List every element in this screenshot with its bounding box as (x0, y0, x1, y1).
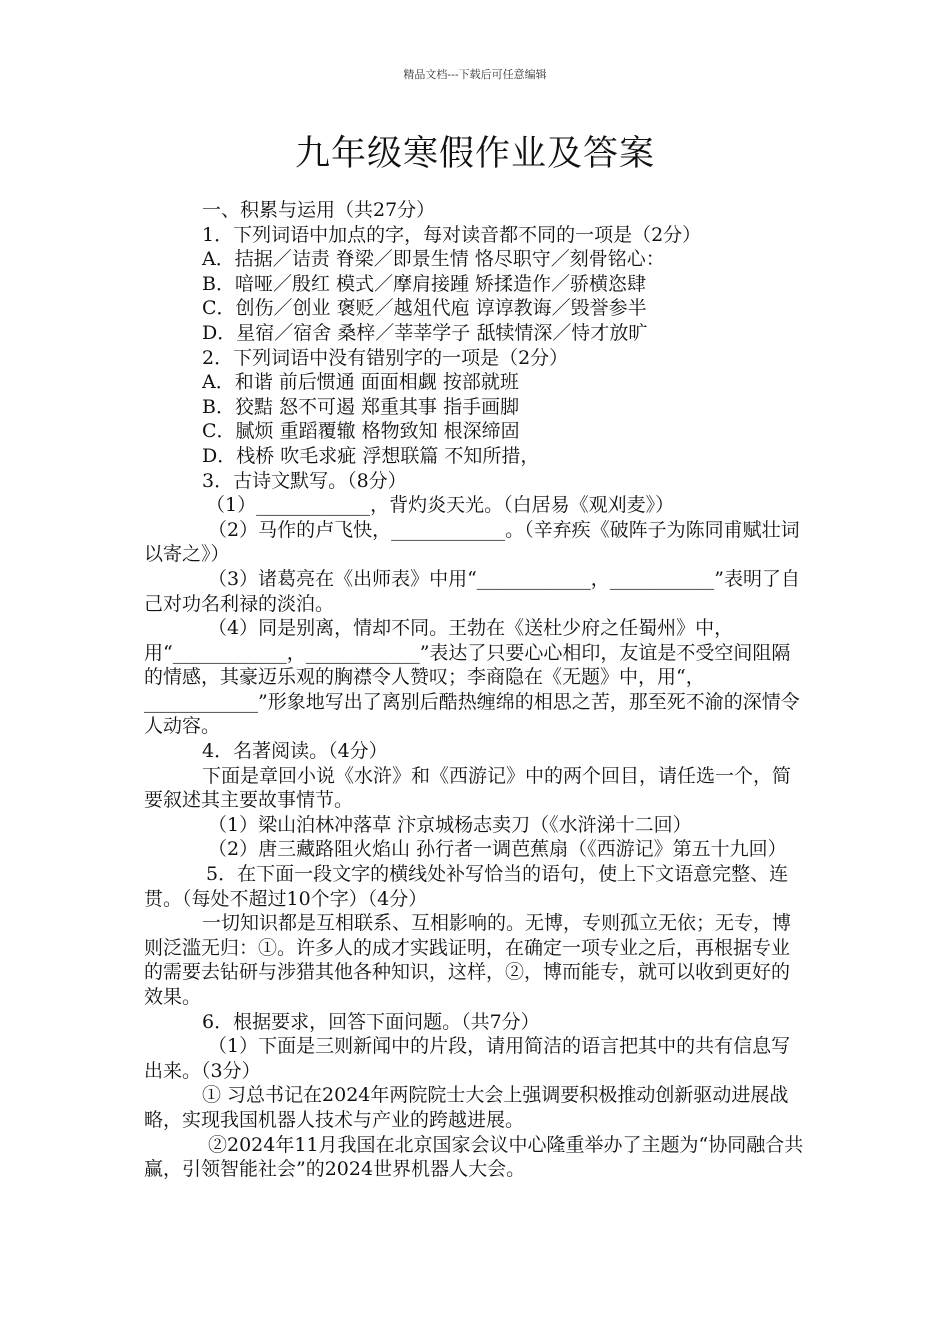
question-5-passage: 一切知识都是互相联系、互相影响的。无博，专则孤立无依；无专，博则泛滥无归：①。许多人的成才实践证明，在确定一项专业之后，再根据专业的需要去钻研与涉猎其他各种知识，这样，②，博而能专，就可以收到更好的效果。 (144, 912, 792, 1008)
news-excerpt-1: ① 习总书记在2024年两院院士大会上强调要积极推动创新驱动进展战略，实现我国机器人技术与产业的跨越进展。 (144, 1084, 789, 1131)
option-a: A．拮据／诘责 脊梁／即景生情 恪尽职守／刻骨铭心： (202, 248, 665, 271)
question-1: 1．下列词语中加点的字，每对读音都不同的一项是（2分） (202, 223, 702, 246)
question-4-item-2: （2）唐三藏路阻火焰山 孙行者一调芭蕉扇（《西游记》第五十九回） (208, 838, 787, 861)
question-4-item-1: （1）梁山泊林冲落草 汴京城杨志卖刀（《水浒涕十二回） (208, 813, 692, 836)
question-4-intro: 下面是章回小说《水浒》和《西游记》中的两个回目，请任选一个，简要叙述其主要故事情节。 (144, 764, 792, 812)
option-a: A．和谐 前后惯通 面面相觑 按部就班 (202, 371, 519, 394)
option-c: C．腻烦 重蹈覆辙 格物致知 根深缔固 (202, 420, 520, 443)
question-3-item-4: （4）同是别离，情却不同。王勃在《送杜少府之任蜀州》中，用“____________，____________”表达了只要心心相印，友谊是不受空间阻隔的情感，其豪迈乐观的胸襟令人赞叹；李商隐在《无题》中，用“，____________”形象地写出了离别后酷热缠绵的相思之苦，那至死不渝的深情令人动容。 (144, 617, 800, 738)
question-6-item-1: （1）下面是三则新闻中的片段，请用简洁的语言把其中的共有信息写出来。（3分） (144, 1035, 791, 1082)
question-6: 6．根据要求，回答下面问题。（共7分） (202, 1010, 540, 1033)
question-4: 4．名著阅读。（4分） (202, 740, 388, 763)
question-3: 3．古诗文默写。（8分） (202, 469, 407, 492)
question-2: 2．下列词语中没有错别字的一项是（2分） (202, 346, 569, 369)
option-d: D．星宿／宿舍 桑梓／莘莘学子 舐犊情深／恃才放旷 (202, 321, 648, 344)
page-header: 精品文档---下载后可任意编辑 (403, 68, 547, 81)
section-heading: 一、积累与运用（共27分） (202, 199, 436, 221)
option-d: D．栈桥 吹毛求疵 浮想联篇 不知所措， (202, 444, 540, 467)
option-c: C．创伤／创业 褒贬／越俎代庖 谆谆教诲／毁誉参半 (202, 297, 647, 320)
document-title: 九年级寒假作业及答案 (294, 134, 655, 174)
question-5: 5．在下面一段文字的横线处补写恰当的语句，使上下文语意完整、连贯。（每处不超过10个字）（4分） (144, 863, 789, 910)
question-3-item-2: （2）马作的卢飞快，____________。（辛弃疾《破阵子为陈同甫赋壮词以寄之》） (144, 518, 800, 566)
option-b: B．狡黠 怒不可遏 郑重其事 指手画脚 (202, 395, 520, 418)
document-body (144, 198, 808, 1182)
question-3-item-1: （1）____________，背灼炎天光。（白居易《观刈麦》） (206, 494, 675, 517)
question-3-item-3: （3）诸葛亮在《出师表》中用“____________，___________”表明了自己对功名利禄的淡泊。 (144, 567, 801, 615)
news-excerpt-2: ②2024年11月我国在北京国家会议中心隆重举办了主题为“协同融合共赢，引领智能社会”的2024世界机器人大会。 (144, 1133, 804, 1181)
option-b: B．喑哑／殷红 模式／摩肩接踵 矫揉造作／骄横恣肆 (202, 272, 647, 295)
